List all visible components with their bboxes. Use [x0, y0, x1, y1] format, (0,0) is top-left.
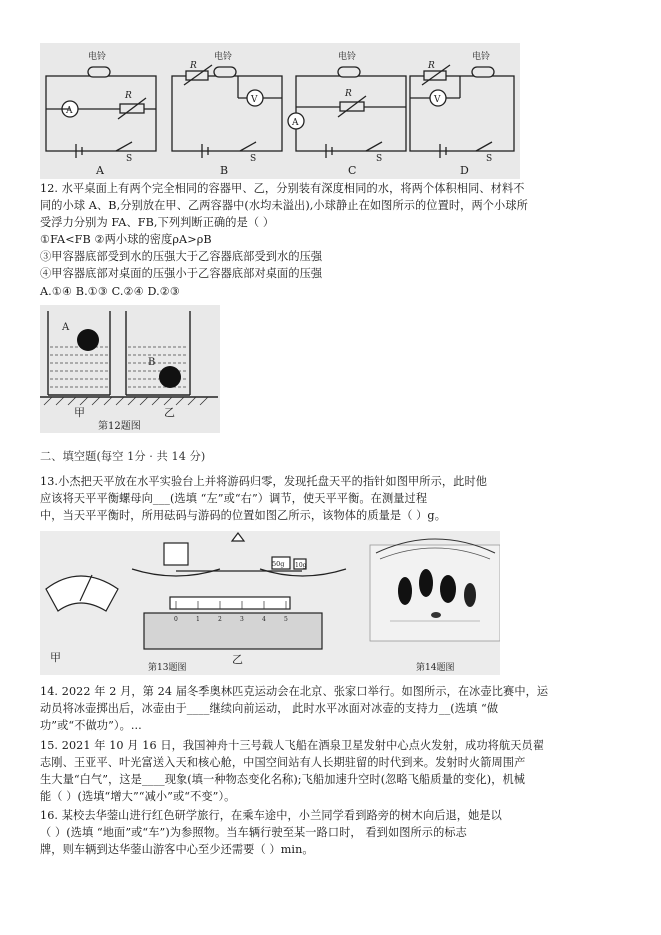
- containers-diagram: [40, 305, 220, 433]
- curling-photo: [370, 539, 500, 641]
- bell-label-c: 电铃: [338, 52, 357, 62]
- figure-yi-label: 乙: [232, 653, 243, 666]
- bell-label-d: 电铃: [472, 52, 491, 62]
- q12-figure: [40, 305, 220, 433]
- q12-statement-3: ④甲容器底部对桌面的压强小于乙容器底部对桌面的压强: [40, 267, 323, 280]
- circuit-options-figure: [40, 43, 520, 179]
- figure-jia-label: 甲: [50, 651, 61, 664]
- q15-line-1: 15. 2021 年 10 月 16 日，我国神舟十三号载人飞船在酒泉卫星发射中心点火发射，成功将航天员翟: [40, 739, 545, 752]
- tick-2: 2: [218, 616, 222, 623]
- q13-line-2: 应该将天平平衡螺母向___(选填 “左”或“右”）调节，使天平平衡。在测量过程: [40, 492, 428, 505]
- circuit-b: [172, 65, 282, 158]
- bell-label-a: 电铃: [88, 52, 107, 62]
- q12-statement-2: ③甲容器底部受到水的压强大于乙容器底部受到水的压强: [40, 250, 323, 263]
- switch-label-d: S: [486, 154, 493, 164]
- q12-statement-1: ①FA<FB ②两小球的密度ρA>ρB: [40, 233, 212, 246]
- q14-line-3: 功”或“不做功”）。...: [40, 719, 142, 732]
- pointer-scale: [46, 575, 118, 611]
- weight-50g-label: 50g: [272, 560, 285, 568]
- q14-line-1: 14. 2022 年 2 月，第 24 届冬季奥林匹克运动会在北京、张家口举行。如图所示，在冰壶比赛中，运: [40, 685, 549, 698]
- q13-line-3: 中，当天平平衡时，所用砝码与游码的位置如图乙所示，该物体的质量是（ ）g。: [40, 509, 446, 522]
- switch-label-b: S: [250, 154, 257, 164]
- circuit-d: [410, 65, 514, 158]
- q12-line-2: 同的小球 A、B,分别放在甲、乙两容器中(水均未溢出),小球静止在如图所示的位置时，两个小球所: [40, 199, 528, 212]
- ball-a-label: A: [62, 322, 70, 333]
- option-c-label: C: [348, 164, 357, 177]
- bell-label-b: 电铃: [214, 52, 233, 62]
- q12-caption: 第12题图: [98, 421, 141, 432]
- q12-line-1: 12. 水平桌面上有两个完全相同的容器甲、乙，分别装有深度相同的水，将两个体积相同、材料不: [40, 182, 525, 195]
- resistor-label-d: R: [428, 61, 435, 71]
- ammeter-c: A: [292, 118, 299, 128]
- tick-1: 1: [196, 616, 200, 623]
- tick-3: 3: [240, 616, 244, 623]
- resistor-label-c: R: [345, 89, 352, 99]
- q14-line-2: 动员将冰壶掷出后，冰壶由于____继续向前运动， 此时水平冰面对冰壶的支持力__(选填 “做: [40, 702, 499, 715]
- balance-and-curling-diagram: [40, 531, 500, 675]
- voltmeter-b: V: [251, 95, 258, 105]
- option-d-label: D: [460, 164, 469, 177]
- weight-10g-label: 10g: [295, 562, 307, 569]
- ball-b-label: B: [148, 357, 156, 368]
- q13-line-1: 13.小杰把天平放在水平实验台上并将游码归零，发现托盘天平的指针如图甲所示，此时他: [40, 475, 488, 488]
- q15-line-2: 志刚、王亚平、叶光富送入天和核心舱，中国空间站有人长期驻留的时代到来。发射时火箭周围产: [40, 756, 526, 769]
- tick-4: 4: [262, 616, 266, 623]
- circuit-diagrams: [40, 43, 520, 179]
- q13-caption: 第13题图: [148, 663, 187, 673]
- circuit-a: [46, 67, 156, 158]
- option-b-label: B: [220, 164, 229, 177]
- q15-line-4: 能（ ）(选填“增大”“减小”或“不变”）。: [40, 790, 236, 803]
- q16-line-1: 16. 某校去华蓥山进行红色研学旅行，在乘车途中，小兰同学看到路旁的树木向后退，她是以: [40, 809, 502, 822]
- tick-5: 5: [284, 616, 288, 623]
- resistor-label-b: R: [190, 61, 197, 71]
- resistor-label-a: R: [125, 91, 132, 101]
- q15-line-3: 生大量“白气”，这是____现象(填一种物态变化名称);飞船加速升空时(忽略飞船质量的变化)，机械: [40, 773, 526, 786]
- option-a-label: A: [96, 164, 104, 177]
- voltmeter-d: V: [434, 95, 441, 105]
- ball-a: [77, 329, 99, 351]
- switch-label-a: S: [126, 154, 133, 164]
- q12-choices: A.①④ B.①③ C.②④ D.②③: [40, 285, 181, 298]
- q16-line-2: （ ）(选填 “地面”或“车”)为参照物。当车辆行驶至某一路口时， 看到如图所示的标志: [40, 826, 467, 839]
- circuit-c: [288, 67, 406, 158]
- section-2-title: 二、填空题(每空 1分 · 共 14 分): [40, 450, 206, 463]
- container-jia-label: 甲: [74, 406, 85, 419]
- tick-0: 0: [174, 616, 178, 623]
- ball-b: [159, 366, 181, 388]
- container-yi-label: 乙: [164, 406, 175, 419]
- q16-line-3: 牌，则车辆到达华蓥山游客中心至少还需要（ ）min。: [40, 843, 314, 856]
- switch-label-c: S: [376, 154, 383, 164]
- q13-q14-figure: [40, 531, 500, 675]
- balance-scale: [132, 533, 346, 649]
- q14-caption: 第14题图: [416, 663, 455, 673]
- ammeter-a: A: [66, 106, 73, 116]
- q12-line-3: 受浮力分别为 FA、FB,下列判断正确的是（ ）: [40, 216, 275, 229]
